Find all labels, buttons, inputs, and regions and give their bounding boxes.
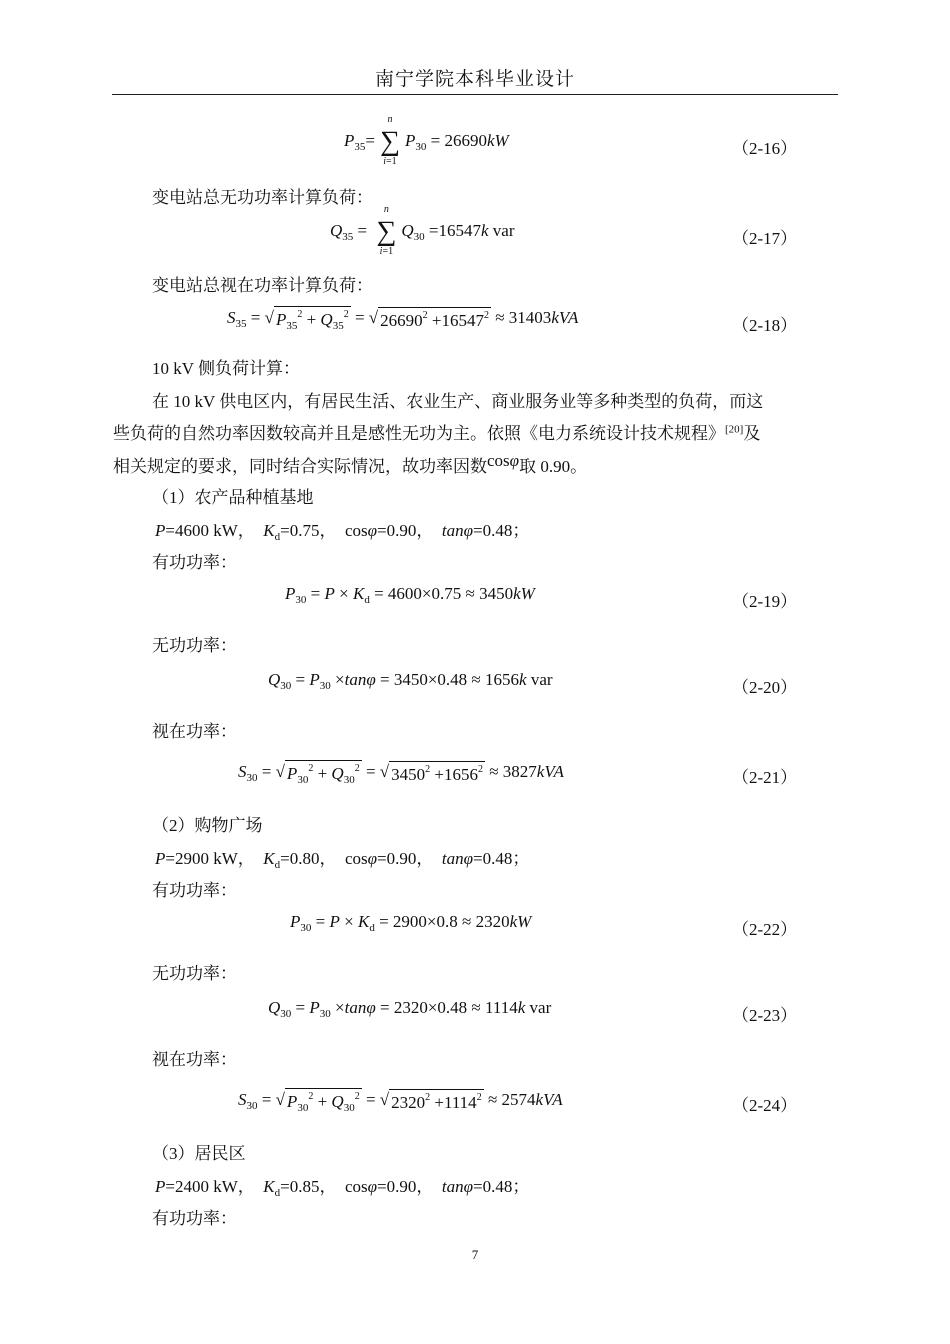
page-header-title: 南宁学院本科毕业设计 (374, 69, 575, 90)
paragraph-line-1: 在 10 kV 供电区内，有居民生活、农业生产、商业服务业等多种类型的负荷，而这 (152, 392, 764, 411)
item-1-title: （1）农产品种植基地 (152, 488, 314, 507)
equation-2-23: $Q_{30} = P_{30} \times\tan\varphi = 2320\times 0.48 \approx 1114k$ var (268, 998, 552, 1020)
label-apparent-power-1: 视在功率： (152, 722, 237, 741)
label-active-power-2: 有功功率： (152, 881, 237, 900)
eq-2-16-value: = 26690 (430, 130, 487, 150)
page-number: 7 (471, 1247, 479, 1262)
equation-2-19: $P_{30} = P \times K_d = 4600\times 0.75 \approx 3450kW$ (285, 584, 535, 606)
label-active-power-3: 有功功率： (152, 1209, 237, 1228)
eq-2-18-value: ≈ 31403 (495, 307, 552, 327)
label-apparent-power-2: 视在功率： (152, 1050, 237, 1069)
cos-phi-symbol: cosφ (487, 451, 520, 470)
eq-number-2-24: （2-24） (732, 1096, 798, 1115)
equation-2-18: $S_{35}$ = √ $P_{35}^2 + Q_{35}^2$ = √ $26690^2 +16547^2 \approx 31403kVA$ (227, 307, 579, 332)
paragraph-line-2: 些负荷的自然功率因数较高并且是感性无功为主。依照《电力系统设计技术规程》[20]及 (113, 423, 761, 443)
label-10kv-side: 10 kV 侧负荷计算： (152, 359, 300, 378)
equation-2-16: $P_{35}=$ n ∑ i=1 $P_{30} = 26690kW$ (344, 114, 509, 167)
eq-number-2-23: （2-23） (732, 1006, 798, 1025)
header-rule (112, 94, 838, 95)
equation-2-22: $P_{30} = P \times K_d = 2900\times 0.8 \approx 2320kW$ (290, 912, 532, 934)
equation-2-17: $Q_{35}$ = n ∑ i=1 $Q_{30} =16547k$ var (330, 204, 515, 257)
item-2-title: （2）购物广场 (152, 816, 263, 835)
eq-number-2-22: （2-22） (732, 920, 798, 939)
eq-2-17-value: =16547 (428, 220, 481, 240)
eq-number-2-16: （2-16） (732, 139, 798, 158)
eq-number-2-21: （2-21） (732, 768, 798, 787)
eq-number-2-19: （2-19） (732, 592, 798, 611)
equation-2-21: $S_{30}$ = √ $P_{30}^2 + Q_{30}^2$ = √ $3450^2 +1656^2 \approx 3827kVA$ (238, 761, 564, 786)
label-total-reactive: 变电站总无功功率计算负荷： (152, 188, 373, 207)
item-3-title: （3）居民区 (152, 1144, 246, 1163)
label-active-power-1: 有功功率： (152, 553, 237, 572)
item-3-params: P=2400 kW， $K_d=0.85$， cosφ=0.90， tanφ=0.48； (155, 1177, 530, 1199)
eq-number-2-17: （2-17） (732, 229, 798, 248)
equation-2-24: $S_{30}$ = √ $P_{30}^2 + Q_{30}^2$ = √ $2320^2 +1114^2 \approx 2574kVA$ (238, 1089, 563, 1114)
eq-number-2-18: （2-18） (732, 316, 798, 335)
item-1-params: P=4600 kW， $K_d=0.75$， cosφ=0.90， tanφ=0.48； (155, 521, 530, 543)
citation-ref: [20] (725, 423, 744, 436)
item-2-params: P=2900 kW， $K_d=0.80$， cosφ=0.90， tanφ=0.48； (155, 849, 530, 871)
label-reactive-power-1: 无功功率： (152, 636, 237, 655)
eq-number-2-20: （2-20） (732, 678, 798, 697)
equation-2-20: $Q_{30} = P_{30} \times\tan\varphi = 3450\times 0.48 \approx 1656k$ var (268, 670, 553, 692)
label-total-apparent: 变电站总视在功率计算负荷： (152, 276, 373, 295)
paragraph-line-3: 相关规定的要求，同时结合实际情况，故功率因数cosφ取 0.90。 (113, 451, 588, 476)
label-reactive-power-2: 无功功率： (152, 964, 237, 983)
